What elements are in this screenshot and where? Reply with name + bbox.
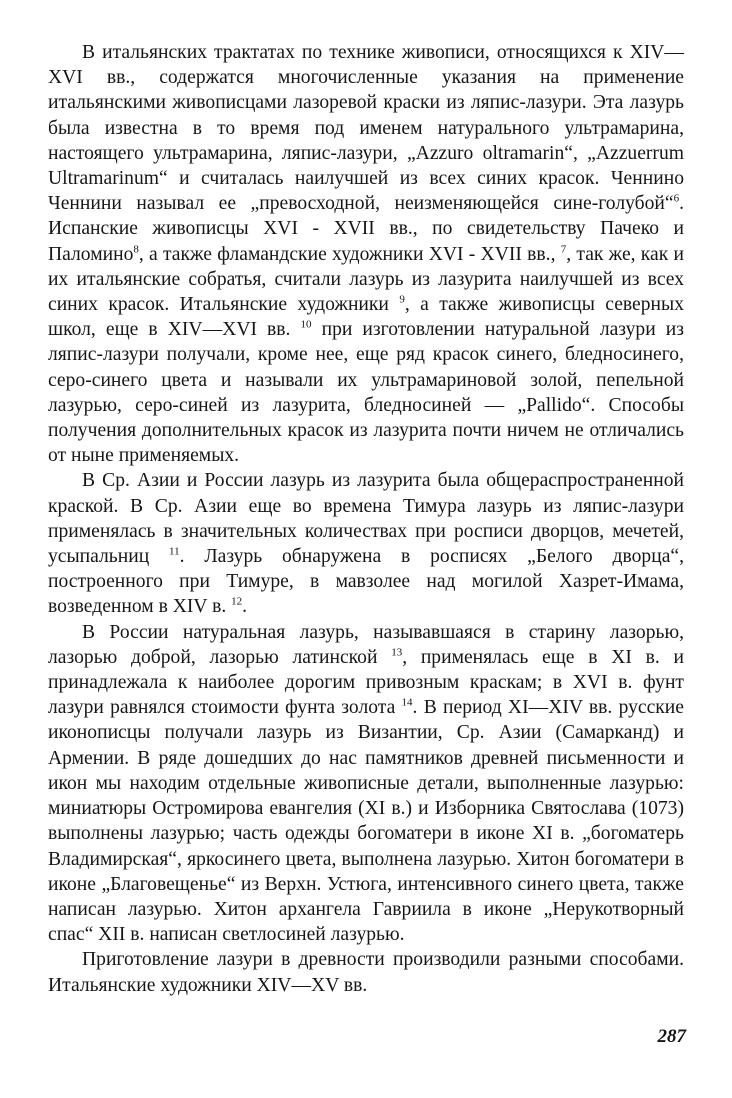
footnote-ref: 8 <box>133 243 139 256</box>
footnote-ref: 7 <box>560 243 567 256</box>
footnote-ref: 13 <box>391 646 403 659</box>
paragraph: В России натуральная лазурь, называвшаяся в старину лазорью, лазорью доброй, лазорью латинской $^{13}$, применялась еще в XI в. и принадлежала к наиболее дорогим привозным краскам; в XVI в. фунт лазури равнялся стоимости фунта золота $^{14}$. В период XI—XIV вв. русские иконописцы получали лазурь из Византии, Ср. Азии (Самарканд) и Армении. В ряде дошедших до нас памятников древней письменности и икон мы находим отдельные живописные детали, выполненные лазурью: миниатюры Остромирова евангелия (XI в.) и Изборника Святослава (1073) выполнены лазурью; часть одежды богоматери в иконе XI в. „богоматерь Владимирская“, яркосинего цвета, выполнена лазурью. Хитон богоматери в иконе „Благовещенье“ из Верхн. Устюга, интенсивного синего цвета, также написан лазурью. Хитон архангела Гавриила в иконе „Нерукотворный спас“ XII в. написан светлосиней лазурью. <box>48 621 684 946</box>
page-body <box>48 40 684 998</box>
paragraph: В Ср. Азии и России лазурь из лазурита была общераспространенной краской. В Ср. Азии еще во времена Тимура лазурь из ляпис-лазури применялась в значительных количествах при росписи дворцов, мечетей, усыпальниц $^{11}$. Лазурь обнаружена в росписях „Белого дворца“, построенного при Тимуре, в мавзолее над могилой Хазрет-Имама, возведенном в XIV в. $^{12}$. <box>48 470 684 618</box>
paragraph: Приготовление лазури в древности производили разными способами. Итальянские художники XIV—XV вв. <box>48 949 684 996</box>
footnote-ref: 9 <box>399 293 405 306</box>
footnote-ref: 14 <box>401 696 413 709</box>
paragraph: В итальянских трактатах по технике живописи, относящихся к XIV—XVI вв., содержатся многочисленные указания на применение итальянскими живописцами лазоревой краски из ляпис-лазури. Эта лазурь была известна в то время под именем натурального ультрамарина, настоящего ультрамарина, ляпис-лазури, „Azzuro oltramarin“, „Azzuerrum Ultramarinum“ и считалась наилучшей из всех синих красок. Ченнино Ченнини называл ее „превосходной, неизменяющейся сине-голубой“$^6$. Испанские живописцы XVI - XVII вв., по свидетельству Пачеко и Паломино$^8$, а также фламандские художники XVI - XVII вв., $^7$, так же, как и их итальянские собратья, считали лазурь из лазурита наилучшей из всех синих красок. Итальянские художники $^9$, а также живописцы северных школ, еще в XIV—XVI вв. $^{10}$ при изготовлении натуральной лазури из ляпис-лазури получали, кроме нее, еще ряд красок синего, бледносинего, серо-синего цвета и называли их ультрамариновой золой, пепельной лазурью, серо-синей из лазурита, бледносиней — „Pallido“. Способы получения дополнительных красок из лазурита почти ничем не отличались от ныне применяемых. <box>48 42 684 467</box>
footnote-ref: 12 <box>231 595 243 608</box>
footnote-ref: 11 <box>169 545 180 558</box>
footnote-ref: 6 <box>673 192 680 205</box>
footnote-ref: 10 <box>300 318 312 331</box>
page-number: 287 <box>657 1026 686 1047</box>
